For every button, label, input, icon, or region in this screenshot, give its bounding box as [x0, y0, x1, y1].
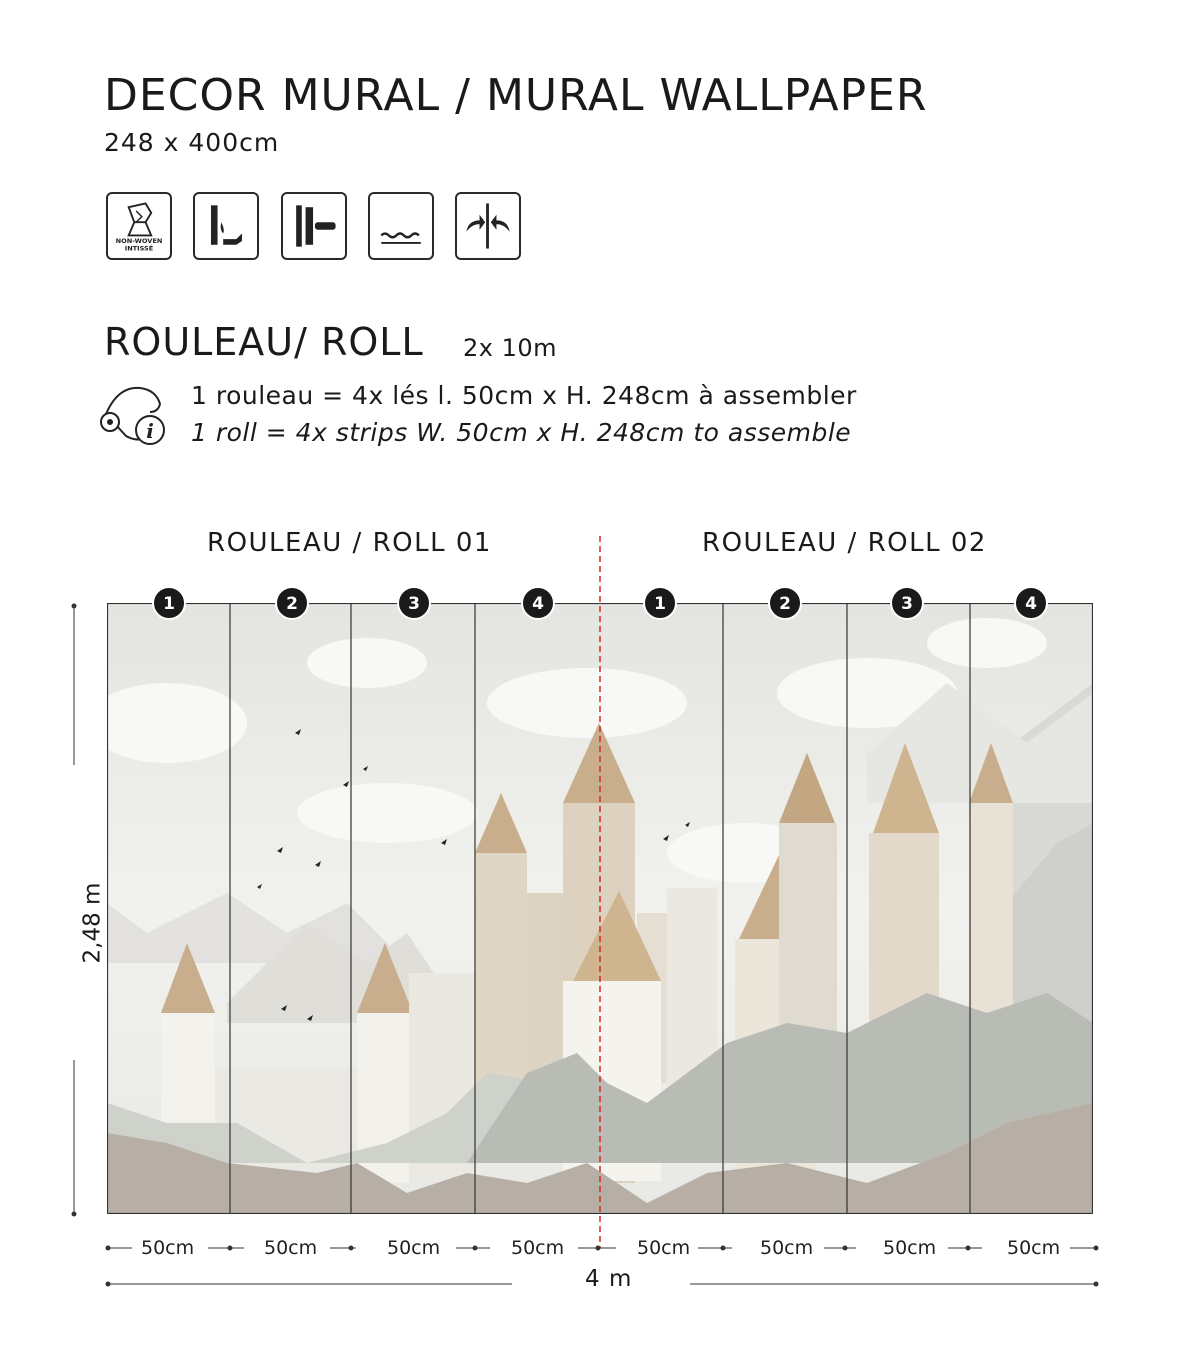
roll-info-en: 1 roll = 4x strips W. 50cm x H. 248cm to assemble [191, 418, 852, 447]
strip-width-label: 50cm [141, 1237, 195, 1259]
roll-info-icon [96, 380, 170, 450]
strip-2-roll-1: 2 [286, 594, 298, 614]
total-width-label: 4 m [585, 1266, 633, 1292]
roll-02-label: ROULEAU / ROLL 02 [702, 528, 987, 558]
strip-3-roll-1: 3 [408, 594, 420, 614]
page-title: DECOR MURAL / MURAL WALLPAPER [104, 70, 928, 121]
svg-text:i: i [146, 419, 154, 443]
strip-width-label: 50cm [511, 1237, 565, 1259]
strip-2-roll-2: 2 [779, 594, 791, 614]
strip-3-roll-2: 3 [901, 594, 913, 614]
strip-width-label: 50cm [637, 1237, 691, 1259]
brush-apply-icon [281, 192, 347, 260]
strip-1-roll-2: 1 [654, 594, 666, 614]
height-label: 2,48 m [79, 882, 106, 964]
roll-separator [596, 536, 604, 1248]
non-woven-label: NON-WOVEN [115, 236, 163, 245]
non-woven-icon [106, 192, 172, 260]
strip-width-label: 50cm [387, 1237, 441, 1259]
butt-joint-icon [455, 192, 521, 260]
roll-heading: ROULEAU/ ROLL [104, 320, 424, 364]
strip-width-label: 50cm [760, 1237, 814, 1259]
strip-1-roll-1: 1 [163, 594, 175, 614]
washable-icon [368, 192, 434, 260]
strip-width-label: 50cm [1007, 1237, 1061, 1259]
strip-4-roll-1: 4 [532, 594, 544, 614]
strip-width-label: 50cm [264, 1237, 318, 1259]
paste-wall-icon [193, 192, 259, 260]
strip-badges [140, 586, 1080, 620]
non-woven-label-fr: INTISSÉ [124, 244, 154, 253]
roll-01-label: ROULEAU / ROLL 01 [207, 528, 492, 558]
mural-size: 248 x 400cm [104, 128, 280, 157]
roll-info-fr: 1 rouleau = 4x lés l. 50cm x H. 248cm à assembler [191, 381, 857, 410]
strip-width-lines [104, 1238, 1100, 1258]
strip-width-label: 50cm [883, 1237, 937, 1259]
strip-4-roll-2: 4 [1025, 594, 1037, 614]
height-dimension-line [68, 600, 80, 1220]
roll-size: 2x 10m [463, 334, 558, 362]
